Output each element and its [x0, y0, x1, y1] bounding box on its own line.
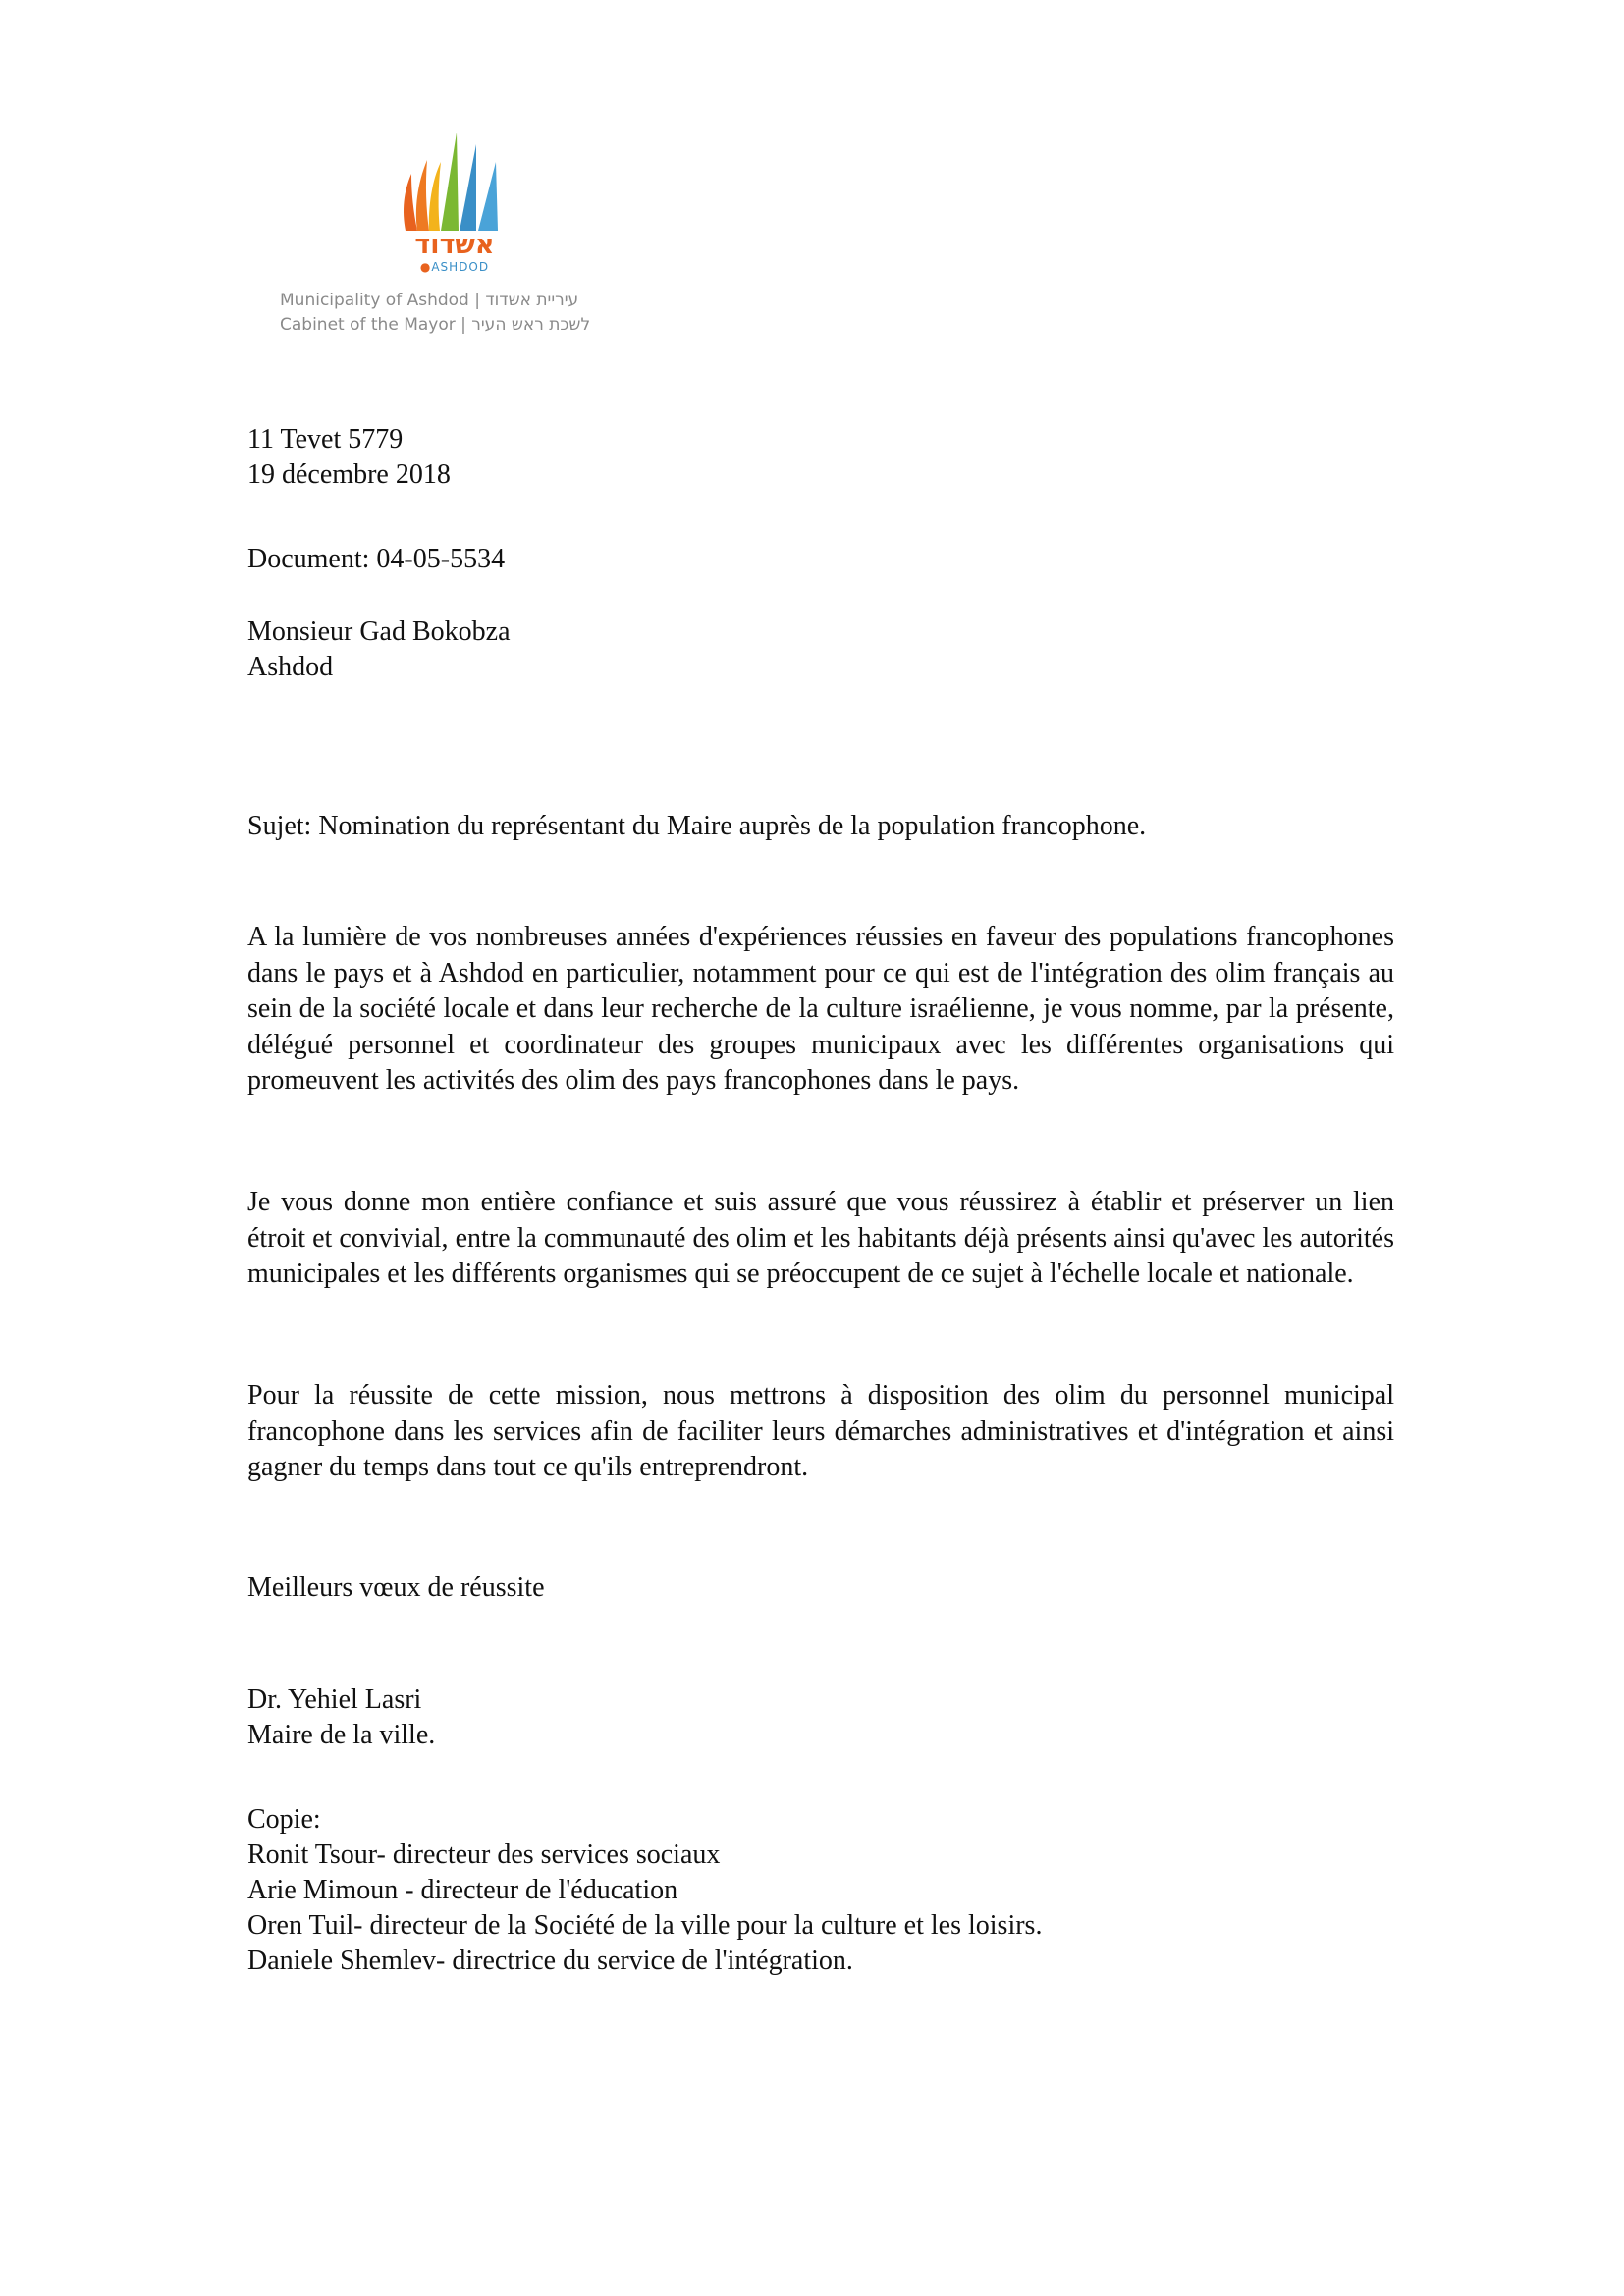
body-paragraph-1: A la lumière de vos nombreuses années d'expériences réussies en faveur des populations francophones dans le pays et à Ashdod en particulier, notamment pour ce qui est de l'intégration des olim français au sein de la société locale et dans leur recherche de la culture israélienne, je vous nomme, par la présente, délégué personnel et coordinateur des groupes municipaux avec les différentes organisations qui promeuvent les activités des olim des pays francophones dans le pays. [247, 922, 1394, 1095]
signatory-name: Dr. Yehiel Lasri [247, 1684, 422, 1715]
signatory-title: Maire de la ville. [247, 1720, 436, 1750]
document-reference [247, 542, 1394, 577]
copy-entry: Oren Tuil- directeur de la Société de la ville pour la culture et les loisirs. [247, 1910, 1043, 1941]
recipient-city: Ashdod [247, 652, 334, 682]
signature-block [247, 1682, 1394, 1753]
letterhead-separator: | [460, 315, 466, 335]
letterhead-separator: | [474, 291, 480, 310]
copy-entry: Ronit Tsour- directeur des services sociaux [247, 1840, 721, 1870]
copy-entry: Daniele Shemlev- directrice du service de l'intégration. [247, 1946, 853, 1976]
letterhead-municipality [280, 290, 633, 311]
cabinet-en: Cabinet of the Mayor [280, 315, 456, 335]
letterhead [280, 133, 633, 344]
gregorian-date: 19 décembre 2018 [247, 459, 451, 490]
copy-entry: Arie Mimoun - directeur de l'éducation [247, 1875, 678, 1905]
hebrew-date: 11 Tevet 5779 [247, 424, 404, 454]
cabinet-he: לשכת ראש העיר [471, 315, 591, 335]
logo-hebrew-wordmark: אשדוד [414, 230, 495, 260]
closing-line [247, 1571, 1394, 1606]
logo-dot-icon: ● [419, 260, 432, 274]
letter-dates [247, 422, 1394, 493]
subject-text: Sujet: Nomination du représentant du Maire auprès de la population francophone. [247, 811, 1147, 841]
body-paragraph-2: Je vous donne mon entière confiance et suis assuré que vous réussirez à établir et préserver un lien étroit et convivial, entre la communauté des olim et les habitants déjà présents ainsi qu'avec les autorités municipales et les différents organismes qui se préoccupent de ce sujet à l'échelle locale et nationale. [247, 1187, 1394, 1289]
copies-block [247, 1802, 1394, 1979]
logo-latin-text: ASHDOD [431, 260, 490, 274]
municipality-en: Municipality of Ashdod [280, 291, 469, 310]
recipient-name: Monsieur Gad Bokobza [247, 616, 511, 647]
municipality-he: עיריית אשדוד [485, 291, 579, 310]
recipient-block [247, 614, 1394, 685]
body-paragraph-3: Pour la réussite de cette mission, nous mettrons à disposition des olim du personnel municipal francophone dans les services afin de faciliter leurs démarches administratives et d'intégration et ainsi gagner du temps dans tout ce qu'ils entreprendront. [247, 1380, 1394, 1482]
subject-line [247, 809, 1394, 844]
closing-text: Meilleurs vœux de réussite [247, 1573, 545, 1603]
logo-latin-wordmark [396, 260, 514, 274]
copies-heading: Copie: [247, 1804, 321, 1835]
letterhead-cabinet [280, 314, 633, 336]
document-number: Document: 04-05-5534 [247, 544, 506, 574]
ashdod-logo-icon [398, 133, 506, 236]
